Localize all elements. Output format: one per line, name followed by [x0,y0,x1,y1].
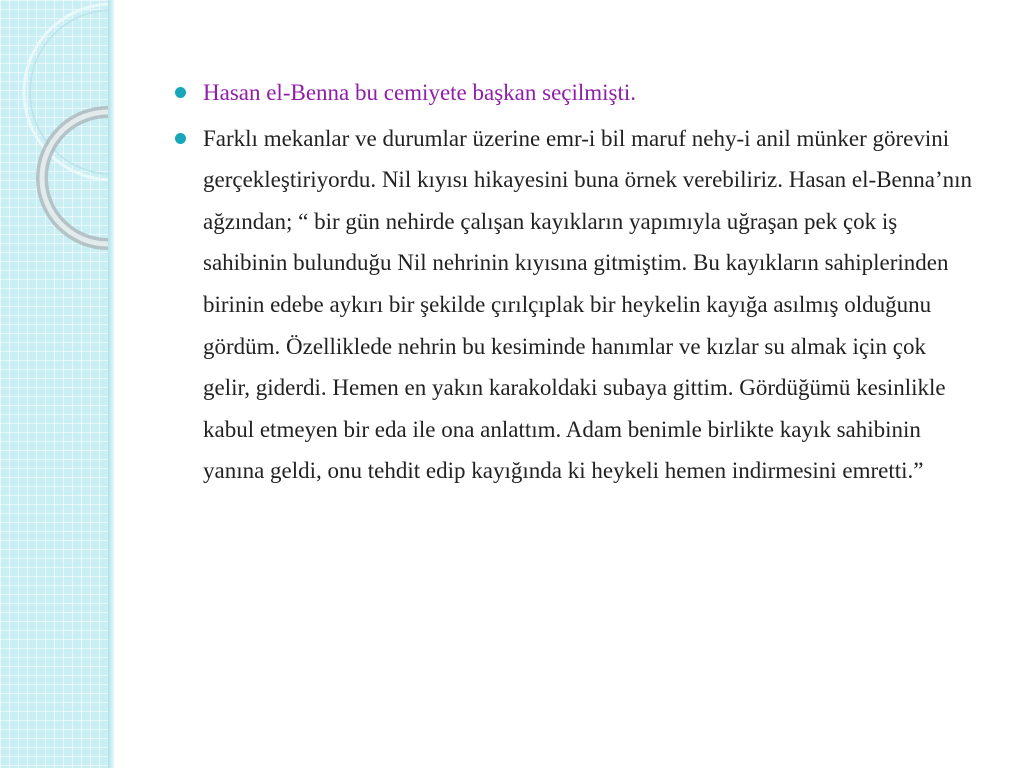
side-panel-edge [108,0,114,768]
bullet-item-nile-story [172,118,972,492]
bullet-dot-icon [175,87,186,98]
decorative-rings [0,0,114,768]
bullet-item-president [172,72,972,114]
slide-content [172,72,972,492]
bullet-dot-icon [175,133,186,144]
bullet-text: Farklı mekanlar ve durumlar üzerine emr-i bil maruf nehy-i anil münker görevini gerçekleştiriyordu. Nil kıyısı hikayesini buna örnek verebiliriz. Hasan el-Benna’nın ağzından; “ bir gün nehirde çalışan kayıkların yapımıyla uğraşan pek çok iş sahibinin bulunduğu Nil nehrinin kıyısına gitmiştim. Bu kayıkların sahiplerinden birinin edebe aykırı bir şekilde çırılçıplak bir heykelin kayığa asılmış olduğunu gördüm. Özelliklede nehrin bu kesiminde hanımlar ve kızlar su almak için çok gelir, giderdi. Hemen en yakın karakoldaki subaya gittim. Gördüğümü kesinlikle kabul etmeyen bir eda ile ona anlattım. Adam benimle birlikte kayık sahibinin yanına geldi, onu tehdit edip kayığında ki heykeli hemen indirmesini emretti.” [203,125,972,484]
bullet-list [172,72,972,492]
bullet-text: Hasan el-Benna bu cemiyete başkan seçilmişti. [203,80,637,105]
decorative-side-panel [0,0,114,768]
